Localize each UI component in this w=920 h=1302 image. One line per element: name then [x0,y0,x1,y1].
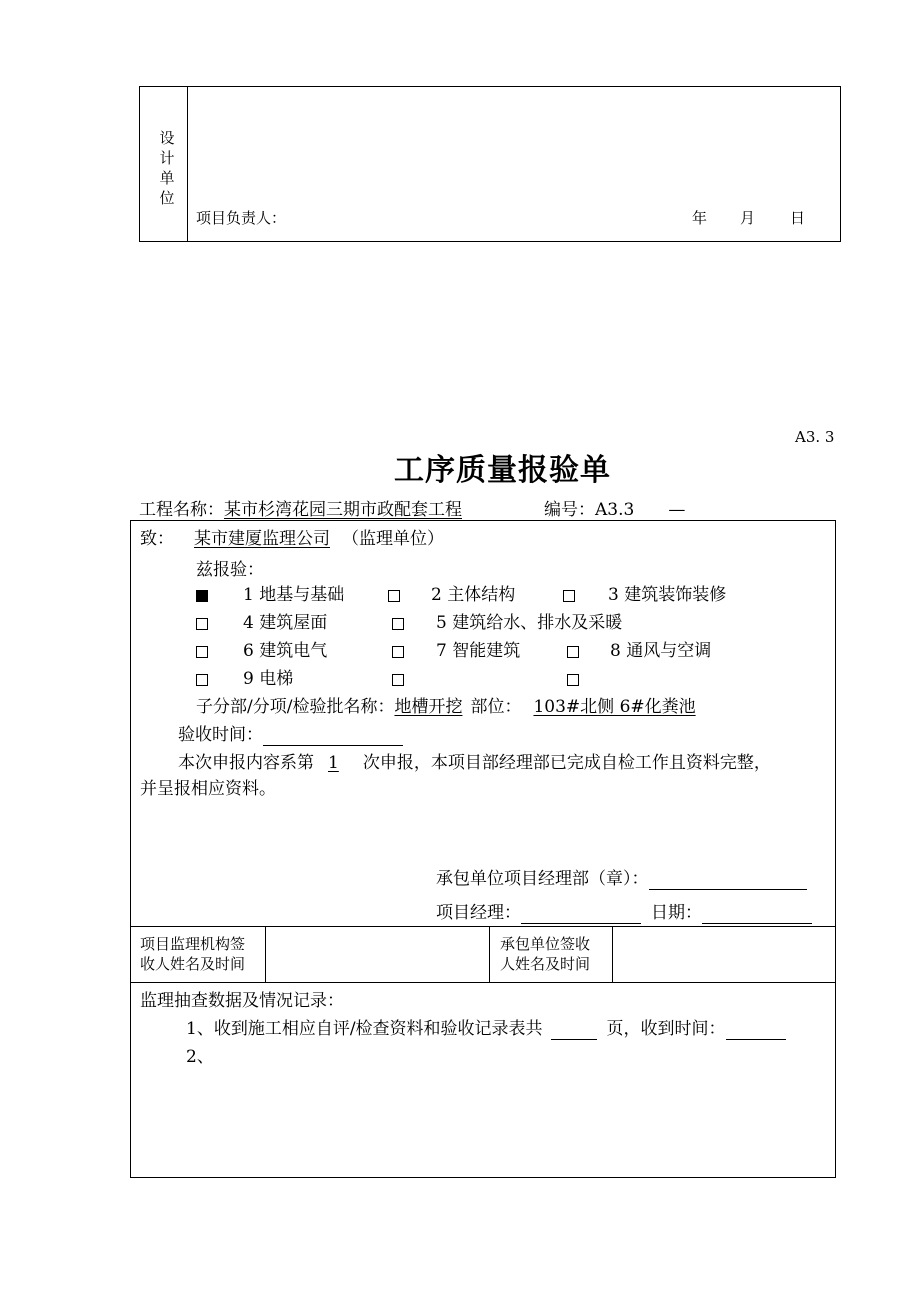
divider-sign-top [130,926,836,927]
year-label: 年 [692,209,708,227]
category-7[interactable] [392,640,404,662]
category-6[interactable] [196,640,208,662]
category-3-label: 3 建筑装饰装修 [608,585,727,605]
category-2-label: 2 主体结构 [431,585,516,605]
contractor-seal-label: 承包单位项目经理部（章）： [436,869,649,889]
number-dash: — [668,500,686,520]
contractor-sign-label [500,934,590,974]
category-2[interactable] [388,584,400,606]
record-time-blank[interactable] [726,1021,786,1040]
manager-row [436,902,812,924]
number-blank-2 [685,502,795,521]
checkbox[interactable] [567,674,579,686]
record-pages-blank[interactable] [551,1021,597,1040]
record-item1-pages: 页，收到时间： [606,1019,726,1039]
subitem-value: 地槽开挖 [394,697,463,717]
category-9-label: 9 电梯 [243,669,294,689]
category-10[interactable] [392,668,404,690]
checkbox[interactable] [196,618,208,630]
category-11[interactable] [567,668,579,690]
checkbox[interactable] [392,646,404,658]
to-role: （监理单位） [342,529,444,549]
form-code: A3. 3 [795,428,835,446]
checkbox[interactable] [392,618,404,630]
supervisor-sign-label [140,934,245,974]
contractor-sign-line1: 承包单位签收 [500,935,591,953]
record-label: 监理抽查数据及情况记录： [140,991,344,1011]
contractor-seal-row [436,868,807,890]
category-7-label: 7 智能建筑 [436,641,521,661]
design-unit-divider [187,86,188,242]
project-name-row [139,499,795,521]
location-value: 103#北侧 6#化粪池 [533,697,696,717]
project-name-value: 某市杉湾花园三期市政配套工程 [224,500,462,520]
date-label: 日期： [651,903,702,923]
checkbox[interactable] [567,646,579,658]
page-title: 工序质量报验单 [394,453,611,488]
subitem-label: 子分部/分项/检验批名称： [196,697,395,717]
category-1-label: 1 地基与基础 [243,585,345,605]
declare-count: 1 [328,753,339,773]
inspect-label: 兹报验： [196,560,264,580]
divider-sign-col1 [265,926,266,982]
checkbox[interactable] [196,646,208,658]
category-8-label: 8 通风与空调 [610,641,712,661]
accept-time-row [178,724,403,746]
divider-sign-col3 [612,926,613,982]
manager-blank[interactable] [521,905,641,924]
supervisor-sign-line1: 项目监理机构签 [140,935,246,953]
declare-suffix: 次申报，本项目部经理部已完成自检工作且资料完整， [362,753,771,773]
checkbox-checked[interactable] [196,590,208,602]
category-4-label: 4 建筑屋面 [243,613,328,633]
number-blank-1 [634,502,668,521]
accept-time-label: 验收时间： [178,725,263,745]
subitem-row [196,696,696,718]
declare-prefix: 本次申报内容系第 [178,753,314,773]
number-label: 编号： [544,500,595,520]
declaration-line-2: 并呈报相应资料。 [140,779,276,799]
category-5[interactable] [392,612,404,634]
date-blank[interactable] [702,905,812,924]
record-item1-prefix: 1、收到施工相应自评/检查资料和验收记录表共 [186,1019,543,1039]
accept-time-blank[interactable] [263,727,403,746]
contractor-seal-blank[interactable] [649,871,807,890]
project-name-blank [462,502,544,521]
category-9[interactable] [196,668,208,690]
category-8[interactable] [567,640,579,662]
category-6-label: 6 建筑电气 [243,641,328,661]
checkbox[interactable] [563,590,575,602]
record-item-2: 2、 [186,1047,214,1067]
day-label: 日 [790,209,806,227]
record-item-1 [186,1018,786,1040]
to-label: 致： [140,529,174,549]
checkbox[interactable] [388,590,400,602]
to-company: 某市建厦监理公司 [194,529,330,549]
number-prefix: A3.3 [595,500,635,520]
divider-sign-bottom [130,982,836,983]
category-1[interactable] [196,584,208,606]
contractor-sign-line2: 人姓名及时间 [500,955,591,973]
month-label: 月 [740,209,756,227]
to-row [140,528,444,550]
declaration-line-1 [178,752,771,774]
project-name-label: 工程名称： [139,500,224,520]
checkbox[interactable] [392,674,404,686]
checkbox[interactable] [196,674,208,686]
manager-label: 项目经理： [436,903,521,923]
category-5-label: 5 建筑给水、排水及采暖 [436,613,623,633]
category-4[interactable] [196,612,208,634]
divider-sign-col2 [489,926,490,982]
design-unit-side-label: 设 计 单 位 [159,129,175,207]
category-3[interactable] [563,584,575,606]
location-label: 部位： [470,697,522,717]
supervisor-sign-line2: 收人姓名及时间 [140,955,246,973]
project-leader-label: 项目负责人： [196,209,287,227]
